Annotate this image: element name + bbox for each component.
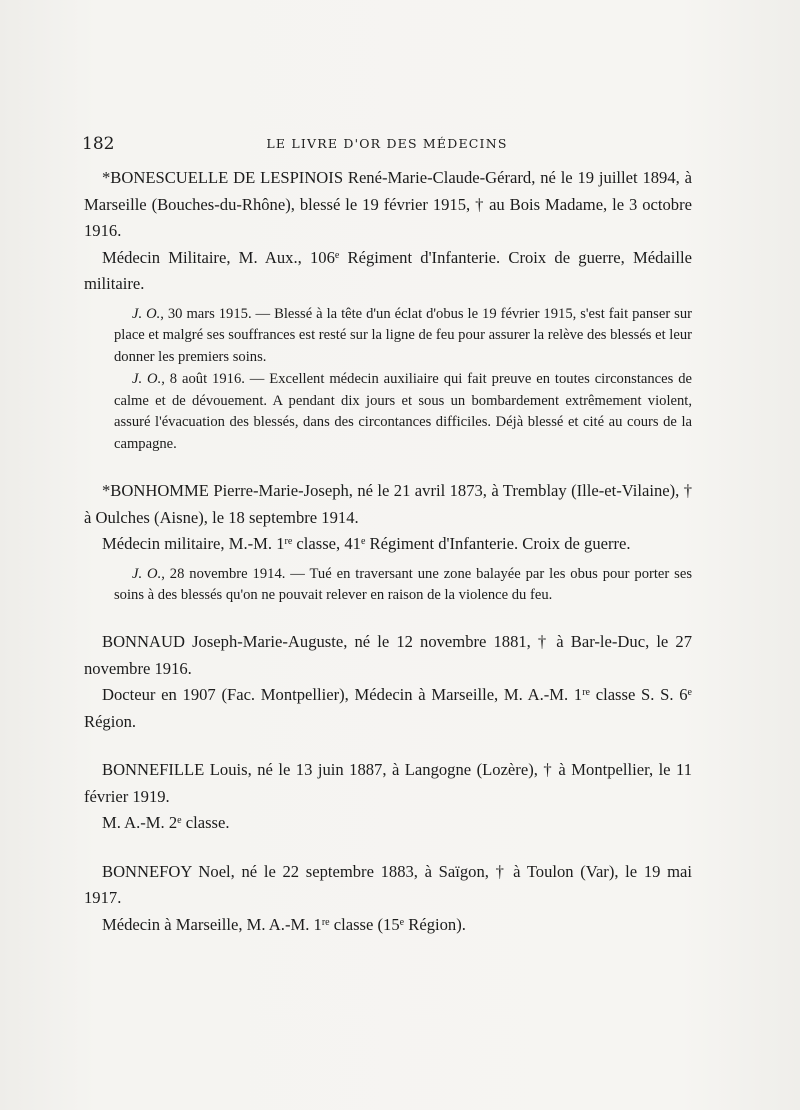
- entry-bio: BONNEFOY Noel, né le 22 septembre 1883, à Saïgon, † à Toulon (Var), le 19 mai 1917.: [84, 861, 692, 908]
- citation: J. O., 28 novembre 1914. — Tué en traversant une zone balayée par les obus pour porter ses soins à des blessés qu'on ne pouvait relever en raison de la violence du feu.: [114, 565, 692, 604]
- entry-bio: BONNAUD Joseph-Marie-Auguste, né le 12 novembre 1881, † à Bar-le-Duc, le 27 novembre 1916.: [84, 632, 692, 678]
- entry-bio: *BONESCUELLE DE LESPINOIS René-Marie-Claude-Gérard, né le 19 juillet 1894, à Marseille (Bouches-du-Rhône), blessé le 19 février 1915, † au Bois Madame, le 3 octobre 1916.: [84, 168, 692, 240]
- citations: [114, 564, 692, 608]
- entry-service: Docteur en 1907 (Fac. Montpellier), Médecin à Marseille, M. A.-M. 1re classe S. S. 6e Région.: [84, 685, 692, 731]
- citations: [114, 304, 692, 457]
- entry-bonhomme: [84, 478, 692, 607]
- entry-bonnefille: [84, 757, 692, 837]
- entry-service: Médecin Militaire, M. Aux., 106e Régiment d'Infanterie. Croix de guerre, Médaille militaire.: [84, 247, 692, 293]
- entry-service: Médecin militaire, M.-M. 1re classe, 41e Régiment d'Infanterie. Croix de guerre.: [102, 534, 631, 554]
- entry-bonescuelle: [84, 165, 692, 456]
- entry-bonnefoy: [84, 859, 692, 939]
- page-header: [82, 134, 692, 156]
- running-title: LE LIVRE D'OR DES MÉDECINS: [266, 136, 508, 151]
- entry-bio: *BONHOMME Pierre-Marie-Joseph, né le 21 avril 1873, à Tremblay (Ille-et-Vilaine), † à Oulches (Aisne), le 18 septembre 1914.: [84, 481, 692, 527]
- entry-bonnaud: [84, 629, 692, 735]
- page-number: 182: [82, 134, 115, 154]
- entry-service: M. A.-M. 2e classe.: [102, 813, 230, 833]
- entries-list: [84, 165, 692, 960]
- citation: J. O., 8 août 1916. — Excellent médecin auxiliaire qui fait preuve en toutes circonstances de calme et de dévouement. A pendant dix jours et sous un bombardement extrêmement violent, assuré l'évacuation des blessés, dans des circontances difficiles. Déjà blessé et cité au cours de la campagne.: [114, 370, 692, 453]
- entry-bio: BONNEFILLE Louis, né le 13 juin 1887, à Langogne (Lozère), † à Montpellier, le 11 février 1919.: [84, 760, 692, 806]
- citation: J. O., 30 mars 1915. — Blessé à la tête d'un éclat d'obus le 19 février 1915, s'est fait panser sur place et malgré ses souffrances est resté sur la ligne de feu pour assurer la relève des blessés et leur donner les premiers soins.: [114, 305, 692, 366]
- entry-service: Médecin à Marseille, M. A.-M. 1re classe (15e Région).: [102, 914, 466, 934]
